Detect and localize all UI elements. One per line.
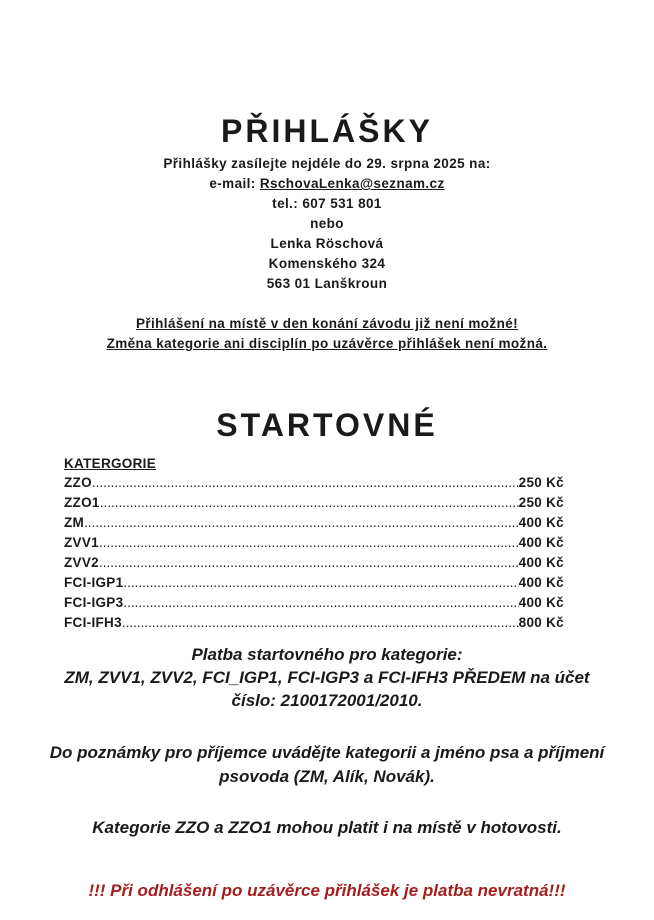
fee-category: ZZO1 — [64, 495, 100, 510]
contact-city: 563 01 Lanškroun — [266, 276, 388, 291]
fee-category: ZZO — [64, 475, 92, 490]
email-link[interactable]: RschovaLenka@seznam.cz — [259, 176, 445, 191]
fee-row — [64, 515, 564, 535]
fee-price: 400 Kč — [518, 535, 564, 550]
email-label: e-mail: — [209, 176, 256, 191]
fee-category: ZM — [64, 515, 85, 530]
leader-dots — [92, 475, 519, 490]
fee-category: FCI-IGP3 — [64, 595, 124, 610]
fee-price: 400 Kč — [518, 515, 564, 530]
payment-line-1: Platba startovného pro kategorie: — [191, 645, 463, 664]
leader-dots — [122, 615, 519, 630]
fee-category: FCI-IFH3 — [64, 615, 122, 630]
payment-line-3: číslo: 2100172001/2010. — [231, 691, 423, 710]
leader-dots — [99, 555, 519, 570]
fee-row — [64, 595, 564, 615]
fee-row — [64, 475, 564, 495]
fee-price: 400 Kč — [518, 555, 564, 570]
fee-price: 250 Kč — [518, 475, 564, 490]
leader-dots — [123, 595, 518, 610]
or-line: nebo — [310, 216, 344, 231]
contact-name: Lenka Röschová — [270, 236, 384, 251]
notice-change-text: Změna kategorie ani disciplín po uzávěrce přihlášek není možná. — [106, 336, 548, 351]
fee-price: 400 Kč — [518, 595, 564, 610]
fee-category: ZVV1 — [64, 535, 99, 550]
fee-price: 250 Kč — [518, 495, 564, 510]
fee-price: 400 Kč — [518, 575, 564, 590]
leader-dots — [99, 535, 519, 550]
notice-onsite-text: Přihlášení na místě v den konání závodu již není možné! — [135, 316, 519, 331]
fees-title: STARTOVNÉ — [216, 407, 438, 443]
phone-line: tel.: 607 531 801 — [272, 196, 382, 211]
leader-dots — [123, 575, 518, 590]
fee-row — [64, 535, 564, 555]
fee-price: 800 Kč — [518, 615, 564, 630]
fee-row — [64, 495, 564, 515]
notice-change — [0, 336, 654, 351]
fee-row — [64, 575, 564, 595]
refund-warning: !!! Při odhlášení po uzávěrce přihlášek je platba nevratná!!! — [88, 881, 566, 900]
payment-note-1: Do poznámky pro příjemce uvádějte kategorii a jméno psa a příjmení — [49, 743, 605, 762]
leader-dots — [100, 495, 519, 510]
contact-street: Komenského 324 — [268, 256, 386, 271]
payment-cash: Kategorie ZZO a ZZO1 mohou platit i na místě v hotovosti. — [92, 818, 562, 837]
registration-title: PŘIHLÁŠKY — [221, 113, 433, 149]
payment-note-2: psovoda (ZM, Alík, Novák). — [219, 767, 435, 786]
fee-row — [64, 615, 564, 635]
leader-dots — [84, 515, 519, 530]
fee-list — [64, 475, 564, 635]
payment-line-2: ZM, ZVV1, ZVV2, FCI_IGP1, FCI-IGP3 a FCI-IFH3 PŘEDEM na účet — [64, 668, 590, 687]
deadline-line: Přihlášky zasílejte nejdéle do 29. srpna 2025 na: — [163, 156, 491, 171]
fee-row — [64, 555, 564, 575]
category-header: KATERGORIE — [64, 456, 157, 471]
fee-category: FCI-IGP1 — [64, 575, 124, 590]
email-line — [0, 176, 654, 191]
fee-category: ZVV2 — [64, 555, 99, 570]
notice-onsite — [0, 316, 654, 331]
